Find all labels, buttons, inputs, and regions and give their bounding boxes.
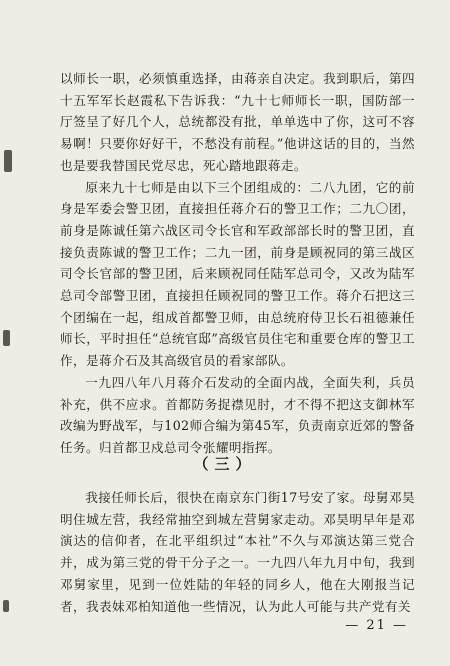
section-heading: （三） — [193, 455, 257, 473]
body-text — [60, 68, 415, 459]
body-text-section-3 — [60, 487, 415, 617]
binding-mark — [3, 330, 10, 346]
binding-mark — [4, 150, 12, 172]
paragraph-2: 原来九十七师是由以下三个团组成的：二八九团，它的前身是军委会警卫团，直接担任蒋介石的警卫工作；二九〇团，前身是陈诚任第六战区司令长官和军政部部长时的警卫团，直接负责陈诚的警卫工作；二九一团，前身是顾祝同的第三战区司令长官部的警卫团，后来顾祝同任陆军总司令，又改为陆军总司令部警卫团，直接担任顾祝同的警卫工作。蒋介石把这三个团编在一起，组成首都警卫师，由总统府侍卫长石祖德兼任师长，平时担任“总统官邸”高级官员住宅和重要仓库的警卫工作，是蒋介石及其高级官员的看家部队。 — [60, 179, 415, 369]
paragraph-1: 以师长一职，必须慎重选择，由蒋亲自决定。我到职后，第四十五军军长赵霞私下告诉我：“九十七师师长一职，国防部一厅签呈了好几个人，总统都没有批，单单选中了你，这可不容易啊！只要你好好干，不愁没有前程。”他讲这话的目的，当然也是要我替国民党尽忠，死心踏地跟蒋走。 — [60, 71, 415, 173]
paragraph-4: 我接任师长后，很快在南京东门街17号安了家。母舅邓昊明住城左营，我经常抽空到城左营舅家走动。邓昊明早年是邓演达的信仰者，在北平组织过“本社”不久与邓演达第三党合并，成为第三党的骨干分子之一。一九四八年九月中旬，我到邓舅家里，见到一位姓陆的年轻的同乡人，他在大刚报当记者，我表妹邓柏知道他一些情况，认为此人可能与共产党有关 — [60, 490, 415, 614]
binding-mark — [3, 600, 9, 612]
page-number: — 21 — — [345, 618, 408, 633]
paragraph-3: 一九四八年八月蒋介石发动的全面内战，全面失利，兵员补充，供不应求。首都防务捉襟见肘，才不得不把这支御林军改编为野战军，与102师合编为第45军，负责南京近郊的警备任务。归首都卫戍总司令张耀明指挥。 — [60, 374, 415, 455]
